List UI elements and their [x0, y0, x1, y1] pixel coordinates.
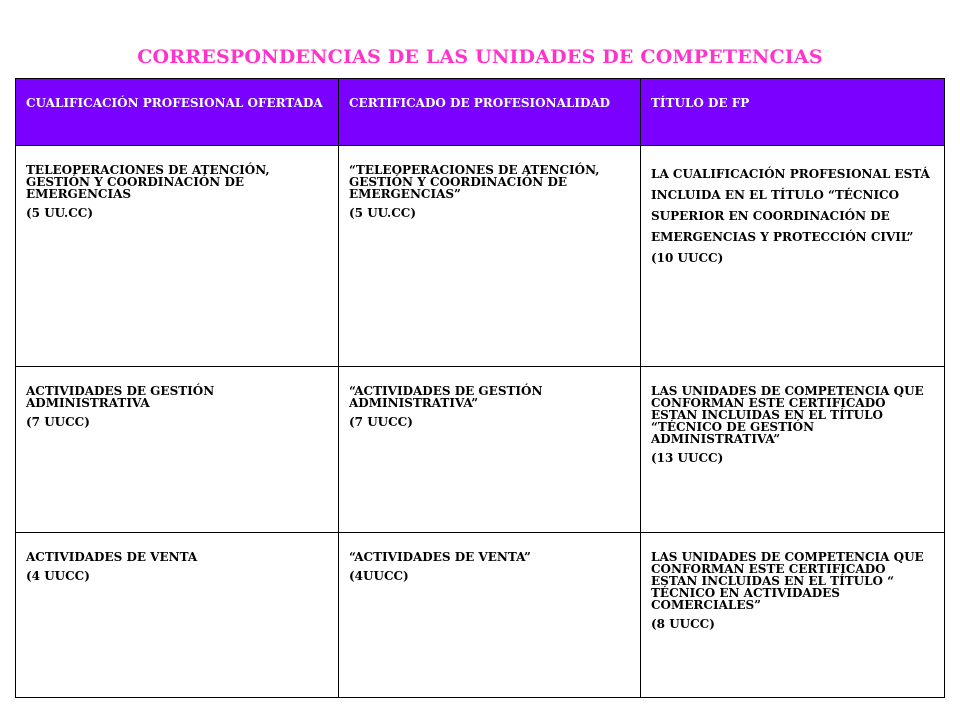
table-row [16, 533, 945, 698]
cell-certificado [339, 146, 641, 367]
cualificacion-units: (5 UU.CC) [26, 206, 93, 220]
header-certificado: CERTIFICADO DE PROFESIONALIDAD [339, 79, 641, 146]
cell-cualificacion [16, 533, 339, 698]
cell-titulo [641, 146, 945, 367]
cell-cualificacion [16, 367, 339, 533]
certificado-name: “ACTIVIDADES DE GESTIÓN ADMINISTRATIVA” [349, 384, 543, 410]
cell-cualificacion [16, 146, 339, 367]
cualificacion-name: ACTIVIDADES DE GESTIÓN ADMINISTRATIVA [26, 384, 215, 410]
titulo-name: LAS UNIDADES DE COMPETENCIA QUE CONFORMAN ESTE CERTIFICADO ESTAN INCLUIDAS EN EL TÍTULO “TÉCNICO DE GESTIÓN ADMINISTRATIVA” [651, 384, 924, 446]
cualificacion-units: (7 UUCC) [26, 415, 90, 429]
cell-titulo [641, 533, 945, 698]
titulo-units: (8 UUCC) [651, 617, 715, 631]
header-titulo: TÍTULO DE FP [641, 79, 945, 146]
cell-certificado [339, 533, 641, 698]
table-row [16, 367, 945, 533]
cell-certificado [339, 367, 641, 533]
titulo-units: (13 UUCC) [651, 451, 724, 465]
cualificacion-units: (4 UUCC) [26, 569, 90, 583]
correspondences-table [15, 78, 945, 698]
certificado-units: (5 UU.CC) [349, 206, 416, 220]
cualificacion-name: TELEOPERACIONES DE ATENCIÓN, GESTIÓN Y COORDINACIÓN DE EMERGENCIAS [26, 163, 270, 201]
page-title: CORRESPONDENCIAS DE LAS UNIDADES DE COMPETENCIAS [137, 46, 823, 68]
cell-titulo [641, 367, 945, 533]
certificado-name: “TELEOPERACIONES DE ATENCIÓN, GESTIÓN Y COORDINACIÓN DE EMERGENCIAS” [349, 163, 600, 201]
table-row [16, 146, 945, 367]
certificado-units: (4UUCC) [349, 569, 409, 583]
titulo-name: LAS UNIDADES DE COMPETENCIA QUE CONFORMAN ESTE CERTIFICADO ESTAN INCLUIDAS EN EL TÍTULO “ TÉCNICO EN ACTIVIDADES COMERCIALES” [651, 550, 924, 612]
certificado-name: “ACTIVIDADES DE VENTA” [349, 550, 531, 564]
titulo-name: LA CUALIFICACIÓN PROFESIONAL ESTÁ INCLUIDA EN EL TÍTULO “TÉCNICO SUPERIOR EN COORDINACIÓN DE EMERGENCIAS Y PROTECCIÓN CIVIL” [651, 167, 930, 244]
cualificacion-name: ACTIVIDADES DE VENTA [26, 550, 198, 564]
header-cualificacion: CUALIFICACIÓN PROFESIONAL OFERTADA [16, 79, 339, 146]
certificado-units: (7 UUCC) [349, 415, 413, 429]
titulo-units: (10 UUCC) [651, 251, 724, 265]
table-header-row [16, 79, 945, 146]
